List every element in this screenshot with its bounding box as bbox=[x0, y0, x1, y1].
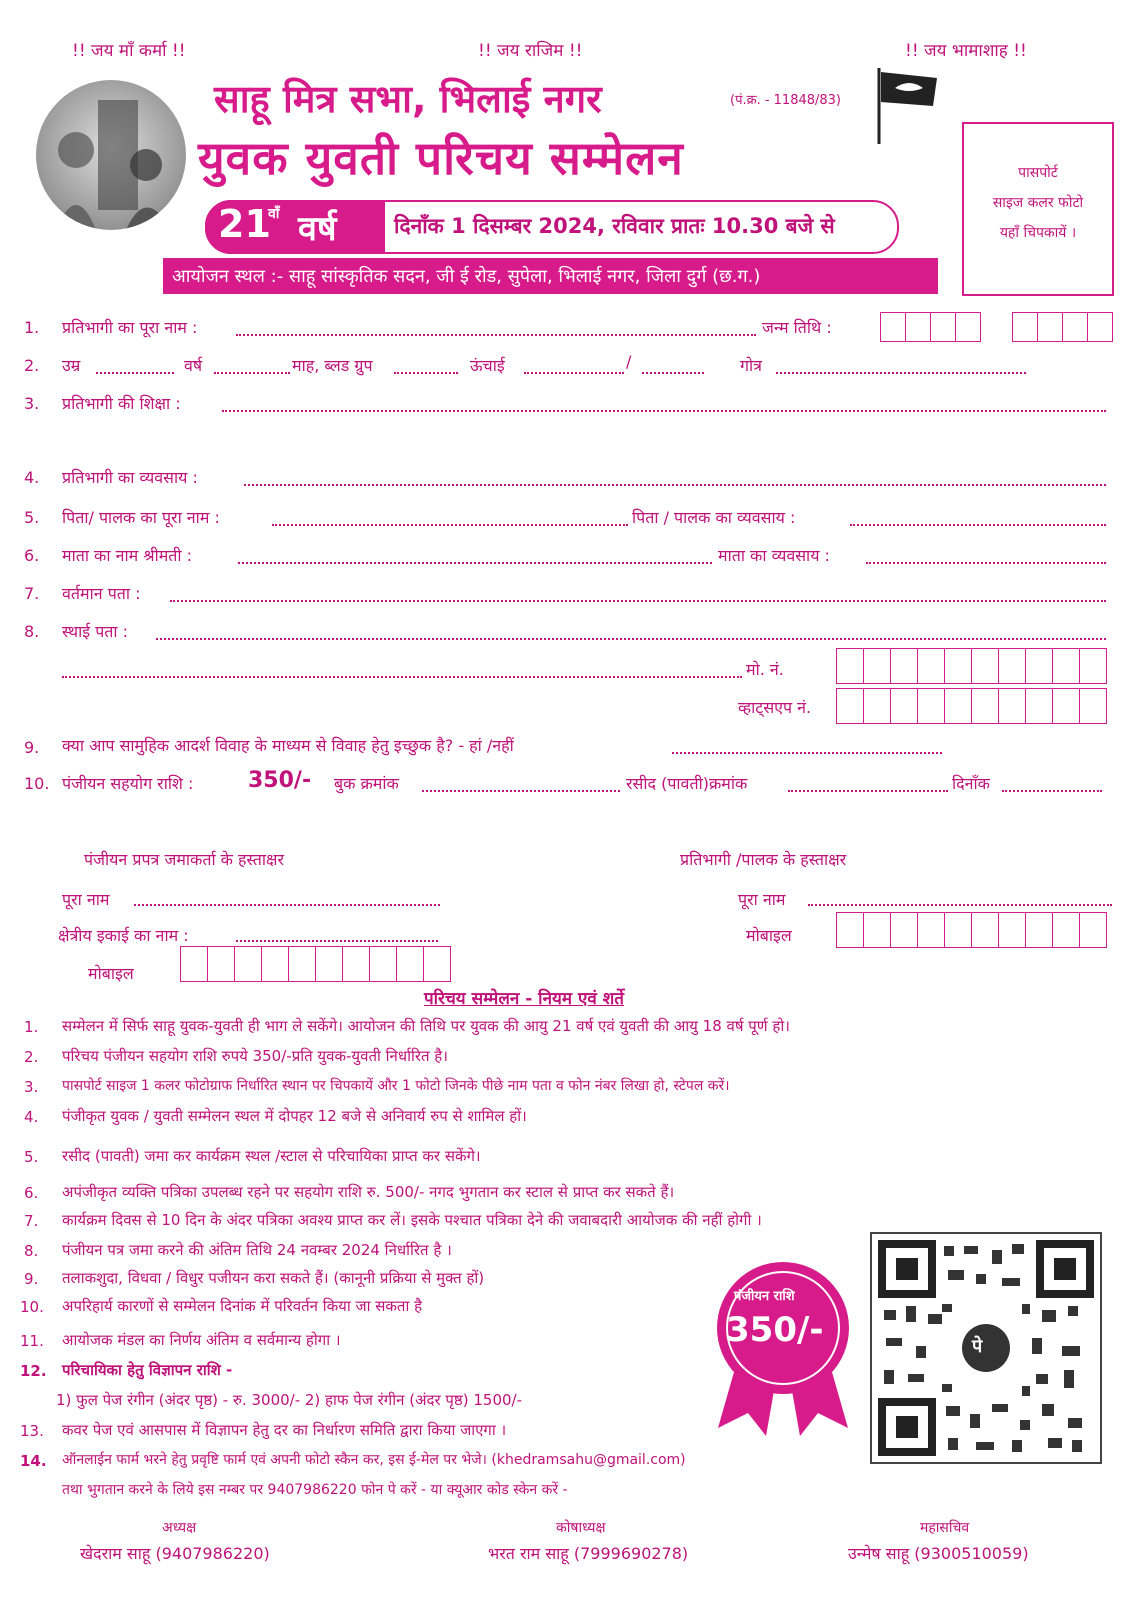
photo-box-line3: यहाँ चिपकायें । bbox=[999, 225, 1077, 241]
father-occupation-label: पिता / पालक का व्यवसाय : bbox=[632, 508, 796, 527]
height-field[interactable] bbox=[524, 372, 624, 374]
payment-instructions: तथा भुगतान करने के लिये इस नम्बर पर 9407986220 फोन पे करें - या क्यूआर कोड स्केन करें - bbox=[62, 1482, 568, 1498]
submitter-fullname-label: पूरा नाम bbox=[62, 890, 110, 909]
age-label: उम्र bbox=[62, 356, 81, 375]
regional-unit-label: क्षेत्रीय इकाई का नाम : bbox=[58, 926, 189, 945]
mass-wedding-field[interactable] bbox=[672, 752, 942, 754]
current-address-label: वर्तमान पता : bbox=[62, 584, 141, 603]
receipt-number-label: रसीद (पावती)क्रमांक bbox=[626, 774, 748, 793]
mobile-number-boxes[interactable] bbox=[836, 648, 1106, 684]
rule-12-ad-rates: 1) फुल पेज रंगीन (अंदर पृष्ठ) - रु. 3000/- 2) हाफ पेज रंगीन (अंदर पृष्ठ) 1500/- bbox=[56, 1391, 523, 1409]
submitter-signature-heading: पंजीयन प्रपत्र जमाकर्ता के हस्ताक्षर bbox=[84, 850, 285, 869]
field-5-number: 5. bbox=[24, 508, 40, 527]
photo-box-line2: साइज कलर फोटो bbox=[992, 195, 1084, 211]
age-year-label: वर्ष bbox=[184, 356, 203, 375]
height-field-2[interactable] bbox=[642, 372, 704, 374]
rule-4-number: 4. bbox=[24, 1108, 39, 1126]
rule-10-number: 10. bbox=[20, 1298, 44, 1316]
month-blood-group-label: माह, ब्लड ग्रुप bbox=[292, 356, 373, 375]
age-field[interactable] bbox=[96, 372, 174, 374]
mother-occupation-field[interactable] bbox=[866, 562, 1106, 564]
gotra-label: गोत्र bbox=[740, 356, 762, 375]
registration-fee-amount: 350/- bbox=[248, 768, 312, 793]
rule-12-text: परिचायिका हेतु विज्ञापन राशि - bbox=[62, 1361, 233, 1379]
registration-fee-label: पंजीयन सहयोग राशि : bbox=[62, 774, 194, 793]
rule-9-number: 9. bbox=[24, 1270, 39, 1288]
participant-fullname-field[interactable] bbox=[808, 904, 1112, 906]
greeting-center: !! जय राजिम !! bbox=[478, 41, 583, 61]
rule-1-number: 1. bbox=[24, 1018, 39, 1036]
mobile-label: मो. नं. bbox=[746, 660, 784, 679]
full-name-label: प्रतिभागी का पूरा नाम : bbox=[62, 318, 198, 337]
rule-3-number: 3. bbox=[24, 1078, 39, 1096]
rule-11-text: आयोजक मंडल का निर्णय अंतिम व सर्वमान्य होगा । bbox=[62, 1331, 341, 1349]
receipt-date-field[interactable] bbox=[1002, 790, 1102, 792]
occupation-field[interactable] bbox=[244, 484, 1106, 486]
qr-code[interactable] bbox=[870, 1232, 1102, 1464]
education-label: प्रतिभागी की शिक्षा : bbox=[62, 394, 181, 413]
rule-8-text: पंजीयन पत्र जमा करने की अंतिम तिथि 24 नवम्बर 2024 निर्धारित है । bbox=[62, 1241, 452, 1259]
dob-label: जन्म तिथि : bbox=[762, 318, 832, 337]
deity-illustration-icon bbox=[36, 80, 186, 230]
age-month-field[interactable] bbox=[214, 372, 290, 374]
submitter-mobile-boxes[interactable] bbox=[180, 946, 450, 982]
book-number-label: बुक क्रमांक bbox=[334, 774, 399, 793]
greeting-right: !! जय भामाशाह !! bbox=[905, 41, 1027, 61]
field-6-number: 6. bbox=[24, 546, 40, 565]
rule-5-text: रसीद (पावती) जमा कर कार्यक्रम स्थल /स्टाल से परिचायिका प्राप्त कर सकेंगे। bbox=[62, 1147, 481, 1165]
permanent-address-field-2[interactable] bbox=[62, 676, 742, 678]
dob-year-boxes[interactable] bbox=[1012, 312, 1112, 342]
president-role: अध्यक्ष bbox=[162, 1520, 197, 1536]
photo-box-line1: पासपोर्ट bbox=[1018, 165, 1058, 181]
participant-mobile-boxes[interactable] bbox=[836, 912, 1106, 948]
treasurer-role: कोषाध्यक्ष bbox=[556, 1520, 606, 1536]
badge-amount: 350/- bbox=[726, 1310, 824, 1350]
field-3-number: 3. bbox=[24, 394, 40, 413]
field-8-number: 8. bbox=[24, 622, 40, 641]
field-4-number: 4. bbox=[24, 468, 40, 487]
qr-code-icon bbox=[872, 1234, 1100, 1462]
registration-number: (पं.क्र. - 11848/83) bbox=[730, 93, 842, 108]
fee-badge bbox=[708, 1258, 858, 1442]
father-occupation-field[interactable] bbox=[850, 524, 1106, 526]
father-name-label: पिता/ पालक का पूरा नाम : bbox=[62, 508, 220, 527]
field-10-number: 10. bbox=[24, 774, 50, 793]
permanent-address-field[interactable] bbox=[156, 638, 1106, 640]
dob-day-month-boxes[interactable] bbox=[880, 312, 980, 342]
flag-icon bbox=[875, 66, 945, 150]
occupation-label: प्रतिभागी का व्यवसाय : bbox=[62, 468, 198, 487]
blood-group-field[interactable] bbox=[394, 372, 458, 374]
mother-occupation-label: माता का व्यवसाय : bbox=[718, 546, 830, 565]
year-suffix: वाँ bbox=[268, 206, 280, 222]
full-name-field[interactable] bbox=[236, 334, 756, 336]
photo-box[interactable] bbox=[962, 122, 1114, 296]
year-word: वर्ष bbox=[298, 209, 337, 249]
participant-signature-heading: प्रतिभागी /पालक के हस्ताक्षर bbox=[680, 850, 847, 869]
height-slash: / bbox=[626, 352, 632, 371]
rule-3-text: पासपोर्ट साइज 1 कलर फोटोग्राफ निर्धारित स्थान पर चिपकायें और 1 फोटो जिनके पीछे नाम पता व फोन नंबर लिखा हो, स्टेपल करें। bbox=[62, 1078, 730, 1094]
field-7-number: 7. bbox=[24, 584, 40, 603]
whatsapp-number-boxes[interactable] bbox=[836, 688, 1106, 724]
current-address-field[interactable] bbox=[170, 600, 1106, 602]
whatsapp-label: व्हाट्सएप नं. bbox=[738, 698, 812, 717]
field-1-number: 1. bbox=[24, 318, 40, 337]
badge-label: पंजीयन राशि bbox=[734, 1289, 795, 1304]
rule-12-number: 12. bbox=[20, 1362, 47, 1380]
rule-4-text: पंजीकृत युवक / युवती सम्मेलन स्थल में दोपहर 12 बजे से अनिवार्य रुप से शामिल हों। bbox=[62, 1107, 527, 1125]
rule-2-text: परिचय पंजीयन सहयोग राशि रुपये 350/-प्रति युवक-युवती निर्धारित है। bbox=[62, 1047, 448, 1065]
receipt-date-label: दिनाँक bbox=[952, 774, 990, 793]
rule-5-number: 5. bbox=[24, 1148, 39, 1166]
rule-6-text: अपंजीकृत व्यक्ति पत्रिका उपलब्ध रहने पर सहयोग राशि रु. 500/- नगद भुगतान कर स्टाल से प्राप्त कर सकते हैं। bbox=[62, 1183, 675, 1201]
greeting-left: !! जय माँ कर्मा !! bbox=[72, 41, 186, 61]
rule-2-number: 2. bbox=[24, 1048, 39, 1066]
mother-name-label: माता का नाम श्रीमती : bbox=[62, 546, 193, 565]
qr-center-glyph: पे bbox=[972, 1336, 983, 1357]
field-9-number: 9. bbox=[24, 738, 40, 757]
rule-14-number: 14. bbox=[20, 1452, 47, 1470]
general-secretary-role: महासचिव bbox=[920, 1520, 970, 1536]
rule-1-text: सम्मेलन में सिर्फ साहू युवक-युवती ही भाग ले सकेंगे। आयोजन की तिथि पर युवक की आयु 21 वर्ष एवं युवती की आयु 18 वर्ष पूर्ण हो। bbox=[62, 1017, 790, 1035]
year-number: 21 bbox=[218, 202, 271, 246]
rule-10-text: अपरिहार्य कारणों से सम्मेलन दिनांक में परिवर्तन किया जा सकता है bbox=[62, 1297, 423, 1315]
height-label: ऊंचाई bbox=[470, 356, 505, 375]
participant-mobile-label: मोबाइल bbox=[746, 926, 792, 945]
submitter-mobile-label: मोबाइल bbox=[88, 964, 134, 983]
receipt-number-field[interactable] bbox=[788, 790, 948, 792]
venue-text: आयोजन स्थल :- साहू सांस्कृतिक सदन, जी ई रोड, सुपेला, भिलाई नगर, जिला दुर्ग (छ.ग.) bbox=[172, 266, 761, 287]
regional-unit-field[interactable] bbox=[236, 940, 438, 942]
general-secretary-name: उन्मेष साहू (9300510059) bbox=[848, 1544, 1029, 1563]
permanent-address-label: स्थाई पता : bbox=[62, 622, 129, 641]
rule-13-text: कवर पेज एवं आसपास में विज्ञापन हेतु दर का निर्धारण समिति द्वारा किया जाएगा । bbox=[62, 1421, 507, 1439]
org-name: साहू मित्र सभा, भिलाई नगर bbox=[214, 77, 602, 121]
rule-9-text: तलाकशुदा, विधवा / विधुर पजीयन करा सकते हैं। (कानूनी प्रक्रिया से मुक्त हों) bbox=[62, 1269, 485, 1287]
deity-image bbox=[36, 80, 186, 230]
participant-fullname-label: पूरा नाम bbox=[738, 890, 786, 909]
mass-wedding-question: क्या आप सामुहिक आदर्श विवाह के माध्यम से विवाह हेतु इच्छुक है? - हां /नहीं bbox=[62, 736, 514, 755]
education-field[interactable] bbox=[222, 410, 1106, 412]
field-2-number: 2. bbox=[24, 356, 40, 375]
rule-13-number: 13. bbox=[20, 1422, 44, 1440]
rule-7-number: 7. bbox=[24, 1212, 39, 1230]
submitter-fullname-field[interactable] bbox=[134, 904, 440, 906]
president-name: खेदराम साहू (9407986220) bbox=[80, 1544, 270, 1563]
rule-6-number: 6. bbox=[24, 1184, 39, 1202]
book-number-field[interactable] bbox=[422, 790, 620, 792]
event-date: दिनाँक 1 दिसम्बर 2024, रविवार प्रातः 10.30 बजे से bbox=[394, 214, 835, 238]
father-name-field[interactable] bbox=[272, 524, 628, 526]
mother-name-field[interactable] bbox=[238, 562, 712, 564]
rule-8-number: 8. bbox=[24, 1242, 39, 1260]
rule-14-text: ऑनलाईन फार्म भरने हेतु प्रवृष्टि फार्म एवं अपनी फोटो स्कैन कर, इस ई-मेल पर भेजे। (khedramsahu@gmail.com) bbox=[62, 1452, 686, 1468]
treasurer-name: भरत राम साहू (7999690278) bbox=[488, 1544, 689, 1563]
page-title: युवक युवती परिचय सम्मेलन bbox=[198, 131, 684, 185]
rules-heading: परिचय सम्मेलन - नियम एवं शर्ते bbox=[424, 989, 624, 1009]
rule-11-number: 11. bbox=[20, 1332, 44, 1350]
rule-7-text: कार्यक्रम दिवस से 10 दिन के अंदर पत्रिका अवश्य प्राप्त कर लें। इसके पश्चात पत्रिका देने की जवाबदारी आयोजक की नहीं होगी । bbox=[62, 1211, 762, 1229]
gotra-field[interactable] bbox=[776, 372, 1026, 374]
